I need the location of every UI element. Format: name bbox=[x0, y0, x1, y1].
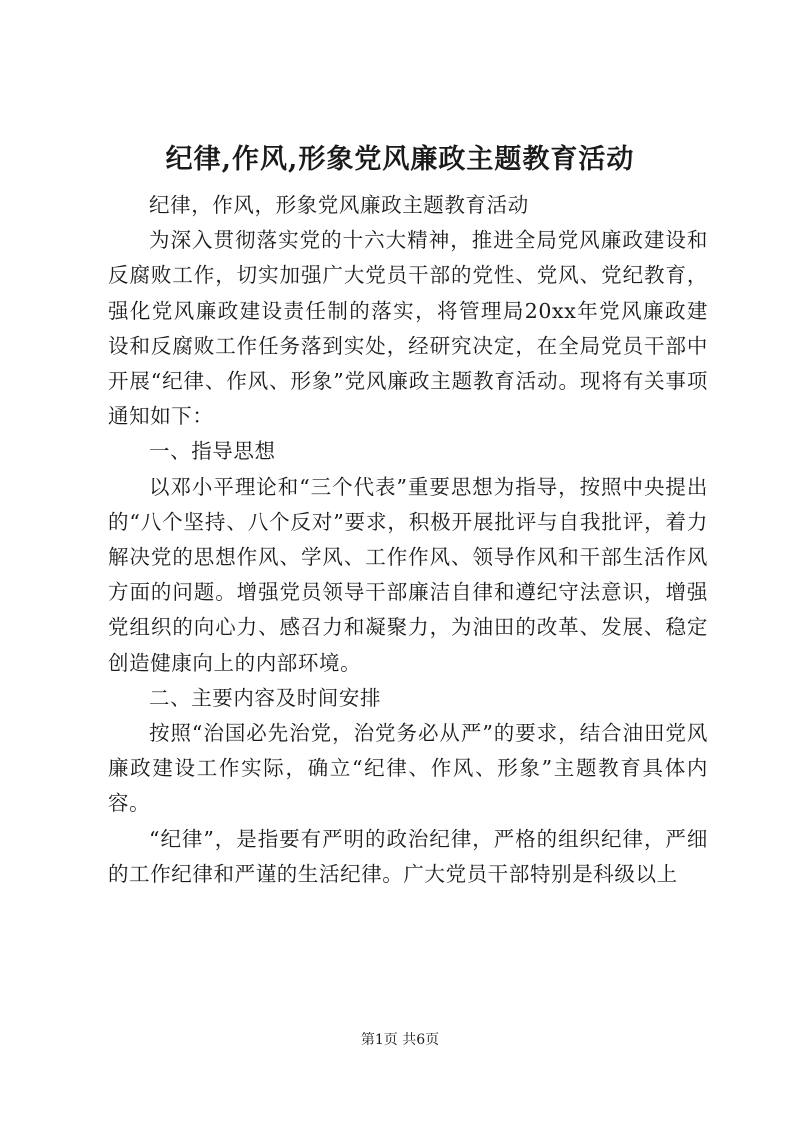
discipline-paragraph: “纪律”，是指要有严明的政治纪律，严格的组织纪律，严细的工作纪律和严谨的生活纪律。广大党员干部特别是科级以上 bbox=[108, 826, 708, 886]
main-content-paragraph: 按照“治国必先治党，治党务必从严”的要求，结合油田党风廉政建设工作实际，确立“纪律、作风、形象”主题教育具体内容。 bbox=[108, 721, 708, 816]
document-body bbox=[108, 188, 708, 892]
subtitle-paragraph: 纪律，作风，形象党风廉政主题教育活动 bbox=[149, 193, 529, 217]
intro-paragraph: 为深入贯彻落实党的十六大精神，推进全局党风廉政建设和反腐败工作，切实加强广大党员干部的党性、党风、党纪教育，强化党风廉政建设责任制的落实，将管理局20xx年党风廉政建设和反腐败工作任务落到实处，经研究决定，在全局党员干部中开展“纪律、作风、形象”党风廉政主题教育活动。现将有关事项通知如下： bbox=[108, 228, 708, 429]
document-title: 纪律,作风,形象党风廉政主题教育活动 bbox=[165, 144, 635, 175]
page-footer: 第1页 共6页 bbox=[360, 1032, 440, 1048]
guiding-ideology-paragraph: 以邓小平理论和“三个代表”重要思想为指导，按照中央提出的“八个坚持、八个反对”要求，积极开展批评与自我批评，着力解决党的思想作风、学风、工作作风、领导作风和干部生活作风方面的问题。增强党员领导干部廉洁自律和遵纪守法意识，增强党组织的向心力、感召力和凝聚力，为油田的改革、发展、稳定创造健康向上的内部环境。 bbox=[108, 474, 708, 675]
section-heading-main-content: 二、主要内容及时间安排 bbox=[149, 685, 382, 710]
section-heading-guiding-ideology: 一、指导思想 bbox=[149, 439, 276, 464]
